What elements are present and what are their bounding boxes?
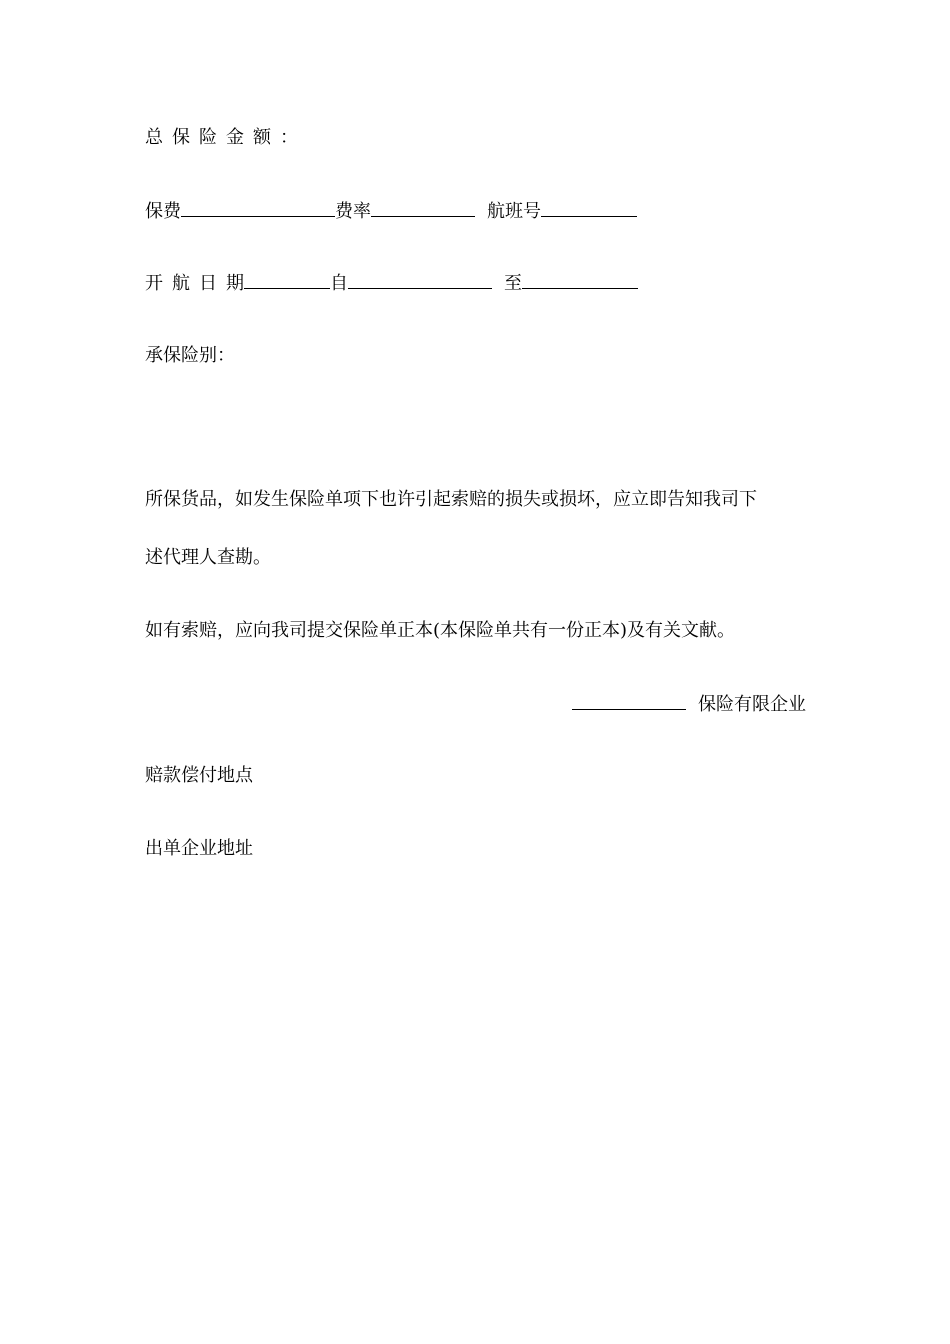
to-label: 至: [504, 273, 522, 294]
claim-payable-at-label: 赔款偿付地点: [145, 765, 253, 786]
departure-date-blank[interactable]: [244, 270, 330, 289]
rate-label: 费率: [335, 201, 371, 222]
rate-blank[interactable]: [371, 198, 475, 217]
company-signature-row: [572, 691, 806, 717]
flight-no-blank[interactable]: [541, 198, 637, 217]
from-label: 自: [330, 273, 348, 294]
issuer-address-label: 出单企业地址: [145, 838, 253, 859]
from-blank[interactable]: [348, 270, 492, 289]
paragraph-1-line-2: 述代理人查勘。: [145, 547, 271, 568]
premium-blank[interactable]: [181, 198, 335, 217]
paragraph-2: 如有索赔，应向我司提交保险单正本(本保险单共有一份正本)及有关文献。: [145, 620, 736, 641]
premium-row: [145, 198, 637, 224]
coverage-label: 承保险别：: [145, 345, 235, 366]
total-amount-label: 总保险金额：: [145, 127, 307, 148]
departure-row: [145, 270, 638, 296]
to-blank[interactable]: [522, 270, 638, 289]
paragraph-1-line-1: 所保货品，如发生保险单项下也许引起索赔的损失或损坏，应立即告知我司下: [145, 489, 757, 510]
flight-no-label: 航班号: [487, 201, 541, 222]
company-name-blank[interactable]: [572, 691, 686, 710]
company-suffix: 保险有限企业: [698, 694, 806, 715]
departure-date-label: 开航日期: [145, 273, 253, 294]
premium-label: 保费: [145, 201, 181, 222]
